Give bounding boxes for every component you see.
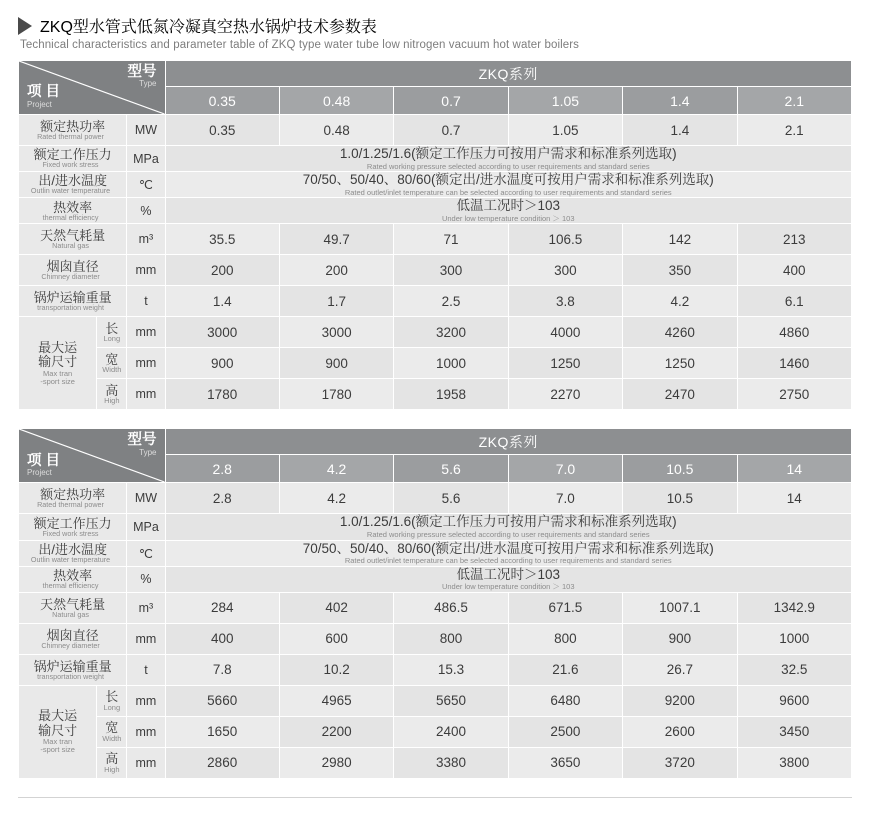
table2-row-rated-thermal-power <box>19 483 852 514</box>
t2-width-5: 3450 <box>737 716 851 747</box>
t1-chimney-1: 200 <box>279 255 393 286</box>
row-label-water-temperature: 出/进水温度 Outlin water temperature <box>19 172 127 198</box>
t1-power-5: 2.1 <box>737 115 851 146</box>
t1-long-4: 4260 <box>623 317 737 348</box>
t2-power-1: 4.2 <box>279 483 393 514</box>
t2-pressure-merged: 1.0/1.25/1.6(额定工作压力可按用户需求和标准系列选取) Rated working pressure selected according to user requirements and standard series <box>165 514 852 540</box>
t1-long-1: 3000 <box>279 317 393 348</box>
t2-high-5: 3800 <box>737 747 851 778</box>
table1-series-header: ZKQ系列 <box>165 61 852 87</box>
t2-power-5: 14 <box>737 483 851 514</box>
t2-chimney-0: 400 <box>165 623 279 654</box>
corner-project-label: 项 目 Project <box>27 84 61 109</box>
table1-model-4: 1.4 <box>623 87 737 115</box>
row-label-chimney-diameter-2: 烟囱直径 Chimney diameter <box>19 623 127 654</box>
row-label-rated-thermal-power: 额定热功率 Rated thermal power <box>19 115 127 146</box>
t2-chimney-4: 900 <box>623 623 737 654</box>
t1-width-5: 1460 <box>737 348 851 379</box>
title-english: Technical characteristics and parameter table of ZKQ type water tube low nitrogen vacuum hot water boilers <box>20 39 580 51</box>
dim-unit-width: mm <box>127 348 165 379</box>
table1-row-natural-gas <box>19 224 852 255</box>
t2-width-0: 1650 <box>165 716 279 747</box>
t1-power-2: 0.7 <box>394 115 508 146</box>
dim-unit-high-2: mm <box>127 747 165 778</box>
t1-width-1: 900 <box>279 348 393 379</box>
t1-weight-1: 1.7 <box>279 286 393 317</box>
t1-long-3: 4000 <box>508 317 622 348</box>
dim-label-high-2: 高 High <box>97 747 127 778</box>
t2-weight-3: 21.6 <box>508 654 622 685</box>
row-label-fixed-work-stress-2: 额定工作压力 Fixed work stress <box>19 514 127 540</box>
title-chinese: ZKQ型水管式低氮冷凝真空热水锅炉技术参数表 <box>40 19 377 36</box>
t2-long-0: 5660 <box>165 685 279 716</box>
t2-chimney-5: 1000 <box>737 623 851 654</box>
table1-model-2: 0.7 <box>394 87 508 115</box>
t2-temperature-merged: 70/50、50/40、80/60(额定出/进水温度可按用户需求和标准系列选取) Rated outlet/inlet temperature can be selected according to user requirements and standard series <box>165 540 852 566</box>
t1-weight-4: 4.2 <box>623 286 737 317</box>
t2-gas-1: 402 <box>279 592 393 623</box>
table1-row-size-high <box>19 379 852 410</box>
table1-row-fixed-work-stress <box>19 146 852 172</box>
table2-row-water-temperature <box>19 540 852 566</box>
t2-long-5: 9600 <box>737 685 851 716</box>
t1-width-4: 1250 <box>623 348 737 379</box>
spec-table-2 <box>18 428 852 778</box>
t2-efficiency-merged: 低温工况时＞103 Under low temperature condition ＞ 103 <box>165 566 852 592</box>
row-label-max-transport-size: 最大运 输尺寸 Max tran -sport size <box>19 317 97 410</box>
table2-row-natural-gas <box>19 592 852 623</box>
t1-gas-2: 71 <box>394 224 508 255</box>
t1-high-0: 1780 <box>165 379 279 410</box>
t2-weight-5: 32.5 <box>737 654 851 685</box>
t2-long-2: 5650 <box>394 685 508 716</box>
dim-unit-width-2: mm <box>127 716 165 747</box>
table1-row-size-width <box>19 348 852 379</box>
t2-width-4: 2600 <box>623 716 737 747</box>
table2-row-size-width <box>19 716 852 747</box>
dim-unit-high: mm <box>127 379 165 410</box>
t2-weight-1: 10.2 <box>279 654 393 685</box>
t1-power-0: 0.35 <box>165 115 279 146</box>
bottom-divider <box>18 797 852 798</box>
t1-long-2: 3200 <box>394 317 508 348</box>
t2-width-2: 2400 <box>394 716 508 747</box>
dim-label-width-2: 宽 Width <box>97 716 127 747</box>
t1-chimney-0: 200 <box>165 255 279 286</box>
corner-model-label-2: 型号 Type <box>127 432 157 457</box>
dim-unit-long: mm <box>127 317 165 348</box>
t1-temperature-merged: 70/50、50/40、80/60(额定出/进水温度可按用户需求和标准系列选取) Rated outlet/inlet temperature can be selected according to user requirements and standard series <box>165 172 852 198</box>
row-label-fixed-work-stress: 额定工作压力 Fixed work stress <box>19 146 127 172</box>
table1-corner-cell <box>19 61 166 115</box>
row-unit-transportation-weight: t <box>127 286 165 317</box>
t1-power-4: 1.4 <box>623 115 737 146</box>
corner-model-label: 型号 Type <box>127 64 157 89</box>
triangle-bullet-icon <box>18 17 32 35</box>
table2-model-1: 4.2 <box>279 455 393 483</box>
table2-model-4: 10.5 <box>623 455 737 483</box>
row-label-thermal-efficiency: 热效率 thermal efficiency <box>19 198 127 224</box>
table2-row-size-long <box>19 685 852 716</box>
t2-power-0: 2.8 <box>165 483 279 514</box>
t1-weight-2: 2.5 <box>394 286 508 317</box>
row-label-transportation-weight: 锅炉运输重量 transportation weight <box>19 286 127 317</box>
row-unit-chimney-diameter: mm <box>127 255 165 286</box>
t1-chimney-5: 400 <box>737 255 851 286</box>
row-unit-natural-gas: m³ <box>127 224 165 255</box>
row-unit-rated-thermal-power-2: MW <box>127 483 165 514</box>
t1-power-1: 0.48 <box>279 115 393 146</box>
row-unit-chimney-diameter-2: mm <box>127 623 165 654</box>
t1-high-2: 1958 <box>394 379 508 410</box>
t1-chimney-2: 300 <box>394 255 508 286</box>
row-unit-natural-gas-2: m³ <box>127 592 165 623</box>
t2-power-4: 10.5 <box>623 483 737 514</box>
row-label-max-transport-size-2: 最大运 输尺寸 Max tran -sport size <box>19 685 97 778</box>
t1-chimney-4: 350 <box>623 255 737 286</box>
table1-row-thermal-efficiency <box>19 198 852 224</box>
dim-label-long-2: 长 Long <box>97 685 127 716</box>
table1-model-5: 2.1 <box>737 87 851 115</box>
t2-power-2: 5.6 <box>394 483 508 514</box>
table2-row-size-high <box>19 747 852 778</box>
t1-width-3: 1250 <box>508 348 622 379</box>
table2-series-header: ZKQ系列 <box>165 429 852 455</box>
t1-weight-0: 1.4 <box>165 286 279 317</box>
table2-model-2: 5.6 <box>394 455 508 483</box>
row-unit-thermal-efficiency-2: % <box>127 566 165 592</box>
table2-model-3: 7.0 <box>508 455 622 483</box>
table2-row-fixed-work-stress <box>19 514 852 540</box>
t2-high-0: 2860 <box>165 747 279 778</box>
table2-row-transportation-weight <box>19 654 852 685</box>
table2-row-thermal-efficiency <box>19 566 852 592</box>
t1-long-5: 4860 <box>737 317 851 348</box>
t2-gas-4: 1007.1 <box>623 592 737 623</box>
t1-power-3: 1.05 <box>508 115 622 146</box>
corner-project-label-2: 项 目 Project <box>27 452 61 478</box>
dim-label-long: 长 Long <box>97 317 127 348</box>
dim-unit-long-2: mm <box>127 685 165 716</box>
t1-chimney-3: 300 <box>508 255 622 286</box>
t2-gas-2: 486.5 <box>394 592 508 623</box>
row-unit-thermal-efficiency: % <box>127 198 165 224</box>
row-label-natural-gas: 天然气耗量 Natural gas <box>19 224 127 255</box>
table1-model-3: 1.05 <box>508 87 622 115</box>
t1-gas-3: 106.5 <box>508 224 622 255</box>
table2-row-chimney-diameter <box>19 623 852 654</box>
t1-width-0: 900 <box>165 348 279 379</box>
t1-gas-4: 142 <box>623 224 737 255</box>
t2-power-3: 7.0 <box>508 483 622 514</box>
t2-long-1: 4965 <box>279 685 393 716</box>
table1-model-1: 0.48 <box>279 87 393 115</box>
page-title <box>18 14 852 37</box>
t1-weight-5: 6.1 <box>737 286 851 317</box>
t1-high-3: 2270 <box>508 379 622 410</box>
dim-label-high: 高 High <box>97 379 127 410</box>
table1-row-rated-thermal-power <box>19 115 852 146</box>
t2-weight-0: 7.8 <box>165 654 279 685</box>
row-label-rated-thermal-power-2: 额定热功率 Rated thermal power <box>19 483 127 514</box>
t2-weight-4: 26.7 <box>623 654 737 685</box>
t2-chimney-1: 600 <box>279 623 393 654</box>
table1-row-chimney-diameter <box>19 255 852 286</box>
row-label-thermal-efficiency-2: 热效率 thermal efficiency <box>19 566 127 592</box>
dim-label-width: 宽 Width <box>97 348 127 379</box>
table1-row-size-long <box>19 317 852 348</box>
t1-high-1: 1780 <box>279 379 393 410</box>
row-label-water-temperature-2: 出/进水温度 Outlin water temperature <box>19 540 127 566</box>
row-unit-transportation-weight-2: t <box>127 654 165 685</box>
t2-width-3: 2500 <box>508 716 622 747</box>
t1-gas-1: 49.7 <box>279 224 393 255</box>
t2-long-3: 6480 <box>508 685 622 716</box>
t2-long-4: 9200 <box>623 685 737 716</box>
row-unit-fixed-work-stress-2: MPa <box>127 514 165 540</box>
t1-gas-5: 213 <box>737 224 851 255</box>
spec-table-1 <box>18 60 852 410</box>
row-unit-water-temperature: ℃ <box>127 172 165 198</box>
t2-high-1: 2980 <box>279 747 393 778</box>
t1-pressure-merged: 1.0/1.25/1.6(额定工作压力可按用户需求和标准系列选取) Rated working pressure selected according to user requirements and standard series <box>165 146 852 172</box>
row-label-natural-gas-2: 天然气耗量 Natural gas <box>19 592 127 623</box>
t1-width-2: 1000 <box>394 348 508 379</box>
t1-high-4: 2470 <box>623 379 737 410</box>
row-label-transportation-weight-2: 锅炉运输重量 transportation weight <box>19 654 127 685</box>
t2-weight-2: 15.3 <box>394 654 508 685</box>
t2-high-3: 3650 <box>508 747 622 778</box>
t2-high-4: 3720 <box>623 747 737 778</box>
row-label-chimney-diameter: 烟囱直径 Chimney diameter <box>19 255 127 286</box>
table2-model-0: 2.8 <box>165 455 279 483</box>
table1-model-0: 0.35 <box>165 87 279 115</box>
t2-chimney-2: 800 <box>394 623 508 654</box>
t1-weight-3: 3.8 <box>508 286 622 317</box>
t2-high-2: 3380 <box>394 747 508 778</box>
t1-long-0: 3000 <box>165 317 279 348</box>
t1-gas-0: 35.5 <box>165 224 279 255</box>
t1-high-5: 2750 <box>737 379 851 410</box>
t2-gas-0: 284 <box>165 592 279 623</box>
t2-width-1: 2200 <box>279 716 393 747</box>
row-unit-rated-thermal-power: MW <box>127 115 165 146</box>
row-unit-water-temperature-2: ℃ <box>127 540 165 566</box>
table2-corner-cell <box>19 429 166 483</box>
t1-efficiency-merged: 低温工况时＞103 Under low temperature condition ＞ 103 <box>165 198 852 224</box>
table1-row-transportation-weight <box>19 286 852 317</box>
table2-model-5: 14 <box>737 455 851 483</box>
t2-gas-5: 1342.9 <box>737 592 851 623</box>
table1-row-water-temperature <box>19 172 852 198</box>
t2-chimney-3: 800 <box>508 623 622 654</box>
t2-gas-3: 671.5 <box>508 592 622 623</box>
row-unit-fixed-work-stress: MPa <box>127 146 165 172</box>
